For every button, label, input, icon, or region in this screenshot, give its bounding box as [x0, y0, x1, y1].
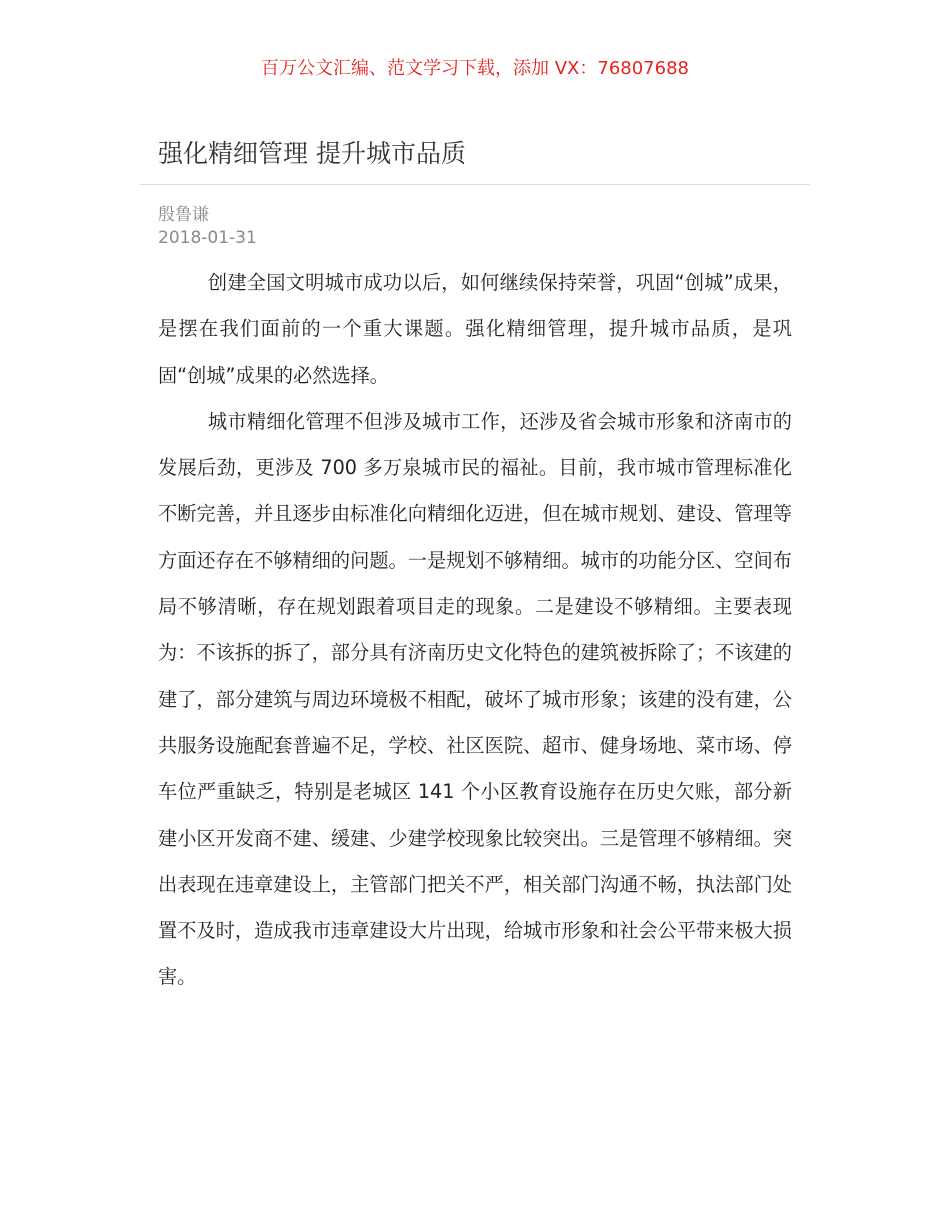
promo-banner: 百万公文汇编、范文学习下载，添加 VX：76807688: [261, 58, 689, 79]
article-author: 殷鲁谦: [158, 205, 209, 225]
article-paragraph: 创建全国文明城市成功以后，如何继续保持荣誉，巩固“创城”成果，是摆在我们面前的一个重大课题。强化精细管理，提升城市品质，是巩固“创城”成果的必然选择。: [158, 271, 792, 387]
article-body: [158, 260, 792, 1001]
article-paragraph: 城市精细化管理不但涉及城市工作，还涉及省会城市形象和济南市的发展后劲，更涉及 700 多万泉城市民的福祉。目前，我市城市管理标准化不断完善，并且逐步由标准化向精细化迈进，但在城市规划、建设、管理等方面还存在不够精细的问题。一是规划不够精细。城市的功能分区、空间布局不够清晰，存在规划跟着项目走的现象。二是建设不够精细。主要表现为：不该拆的拆了，部分具有济南历史文化特色的建筑被拆除了；不该建的建了，部分建筑与周边环境极不相配，破坏了城市形象；该建的没有建，公共服务设施配套普遍不足，学校、社区医院、超市、健身场地、菜市场、停车位严重缺乏，特别是老城区 141 个小区教育设施存在历史欠账，部分新建小区开发商不建、缓建、少建学校现象比较突出。三是管理不够精细。突出表现在违章建设上，主管部门把关不严，相关部门沟通不畅，执法部门处置不及时，造成我市违章建设大片出现，给城市形象和社会公平带来极大损害。: [158, 409, 792, 989]
article-date: 2018-01-31: [158, 228, 257, 248]
title-divider: [140, 184, 810, 185]
article-title: 强化精细管理 提升城市品质: [158, 139, 466, 168]
